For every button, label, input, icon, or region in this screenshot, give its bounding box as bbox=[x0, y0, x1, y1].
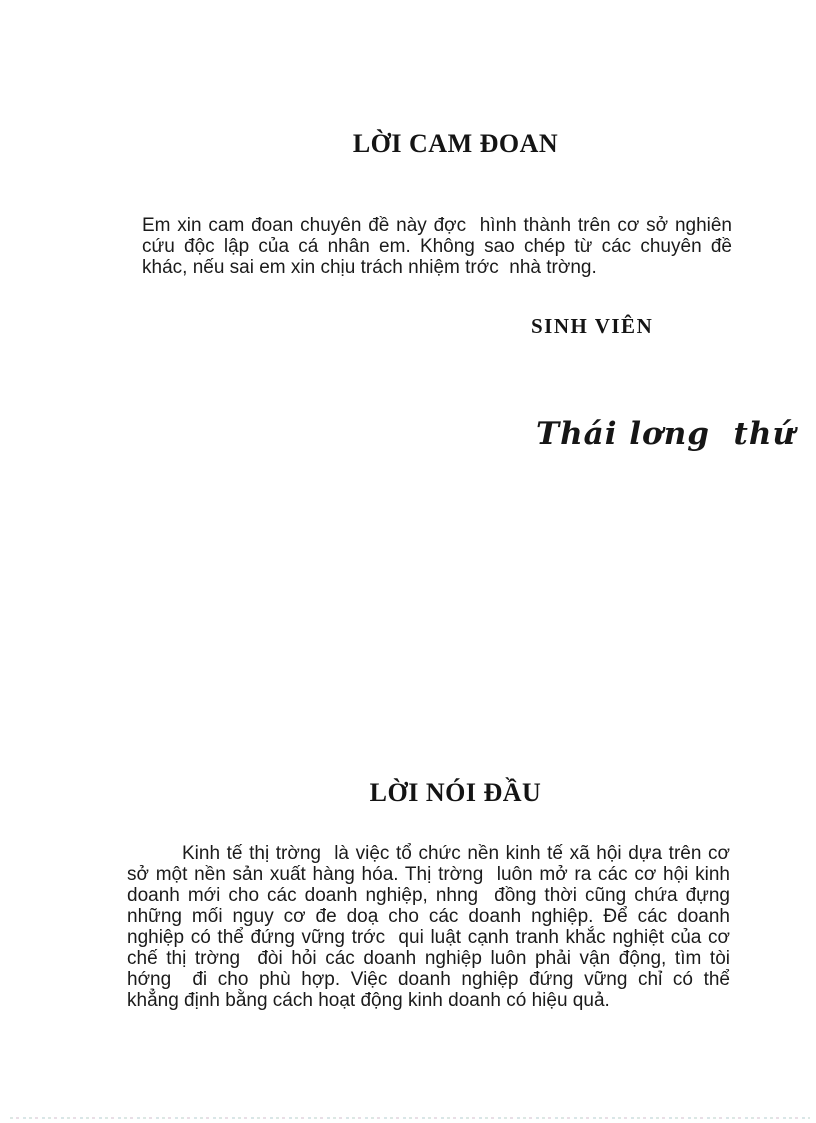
paragraph-line: nghiệp có thể đứng vững trớc qui luật cạnh tranh khắc nghiệt của cơ bbox=[127, 927, 730, 948]
paragraph-line: hớng đi cho phù hợp. Việc doanh nghiệp đứng vững chỉ có thể bbox=[127, 969, 730, 990]
paragraph-line: chế thị trờng đòi hỏi các doanh nghiệp luôn phải vận động, tìm tòi bbox=[127, 948, 730, 969]
paragraph-line: sở một nền sản xuất hàng hóa. Thị trờng luôn mở ra các cơ hội kinh bbox=[127, 864, 730, 885]
page-bottom-dotted-border bbox=[10, 1117, 810, 1119]
section2-title: LỜI NÓI ĐẦU bbox=[369, 778, 542, 807]
introduction-paragraph bbox=[127, 843, 730, 1011]
paragraph-line: doanh mới cho các doanh nghiệp, nhng đồng thời cũng chứa đựng bbox=[127, 885, 730, 906]
handwritten-signature: Thái lơng thứ bbox=[536, 416, 796, 452]
section1-title: LỜI CAM ĐOAN bbox=[352, 129, 559, 158]
paragraph-line: khẳng định bằng cách hoạt động kinh doanh có hiệu quả. bbox=[127, 990, 610, 1011]
signer-role-label: SINH VIÊN bbox=[531, 314, 654, 338]
pledge-paragraph bbox=[142, 215, 732, 278]
paragraph-line: cứu độc lập của cá nhân em. Không sao chép từ các chuyên đề bbox=[142, 236, 732, 257]
paragraph-line: những mối nguy cơ đe doạ cho các doanh nghiệp. Để các doanh bbox=[127, 906, 730, 927]
paragraph-line: khác, nếu sai em xin chịu trách nhiệm trớc nhà trờng. bbox=[142, 257, 597, 278]
paragraph-line: Kinh tế thị trờng là việc tổ chức nền kinh tế xã hội dựa trên cơ bbox=[182, 843, 730, 864]
paragraph-line: Em xin cam đoan chuyên đề này đợc hình thành trên cơ sở nghiên bbox=[142, 215, 732, 236]
